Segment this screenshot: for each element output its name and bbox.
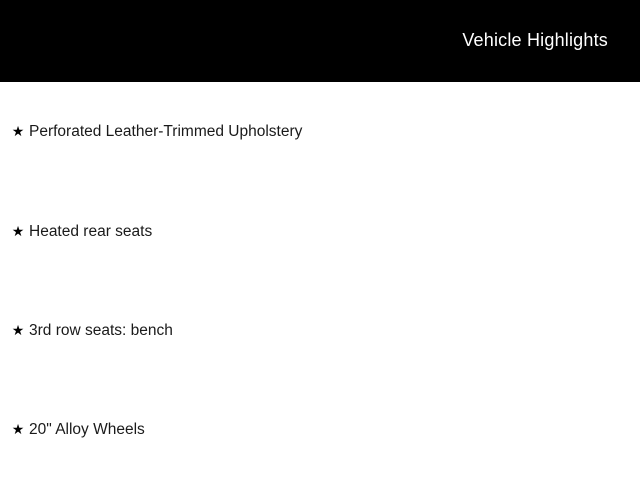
header-bar [0,0,640,82]
list-item-label: 20" Alloy Wheels [29,421,145,438]
list-item-label: Heated rear seats [29,223,153,240]
highlights-list [0,82,640,480]
star-bullet-icon: ★ [11,124,25,140]
page-title: Vehicle Highlights [462,30,608,50]
star-bullet-icon: ★ [11,224,25,240]
list-item [0,281,640,381]
star-bullet-icon: ★ [11,422,25,438]
list-item [0,182,640,282]
list-item [0,82,640,182]
star-bullet-icon: ★ [11,323,25,339]
list-item-label: Perforated Leather-Trimmed Upholstery [29,123,303,140]
list-item [0,380,640,480]
list-item-label: 3rd row seats: bench [29,322,173,339]
